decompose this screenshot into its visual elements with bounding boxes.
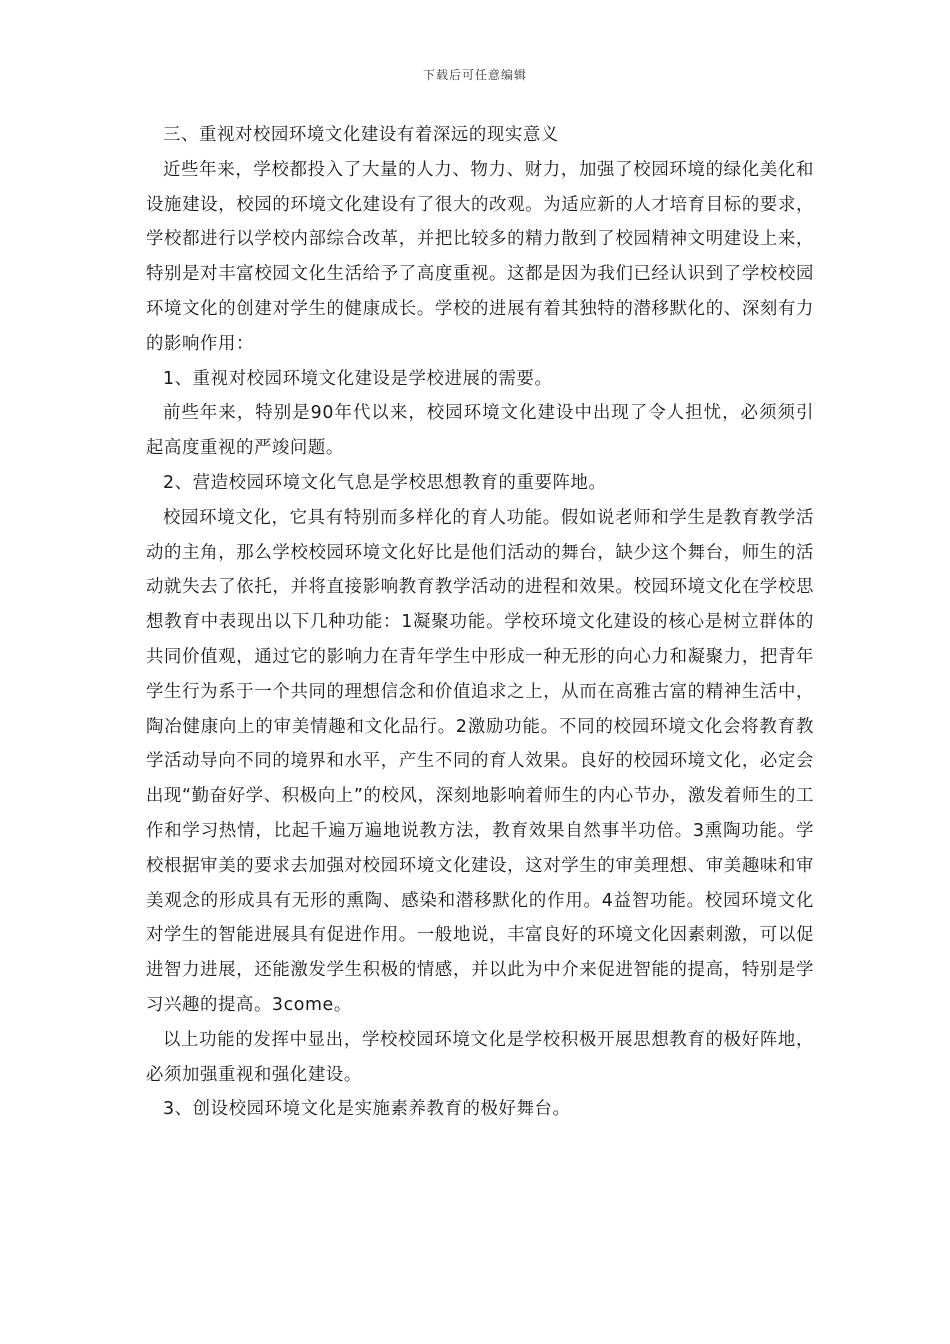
page-header: 下载后可任意编辑 bbox=[422, 68, 527, 82]
paragraph: 前些年来，特别是90年代以来，校园环境文化建设中出现了令人担忧，必须须引起高度重视的严竣问题。 bbox=[146, 403, 814, 459]
subsection-heading: 1、重视对校园环境文化建设是学校进展的需要。 bbox=[163, 368, 553, 389]
paragraph: 校园环境文化，它具有特别而多样化的育人功能。假如说老师和学生是教育教学活动的主角，那么学校校园环境文化好比是他们活动的舞台，缺少这个舞台，师生的活动就失去了依托，并将直接影响教育教学活动的进程和效果。校园环境文化在学校思想教育中表现出以下几种功能：1凝聚功能。学校环境文化建设的核心是树立群体的共同价值观，通过它的影响力在青年学生中形成一种无形的向心力和凝聚力，把青年学生行为系于一个共同的理想信念和价值追求之上，从而在高雅古富的精神生活中，陶冶健康向上的审美情趣和文化品行。2激励功能。不同的校园环境文化会将教育教学活动导向不同的境界和水平，产生不同的育人效果。良好的校园环境文化，必定会出现“勤奋好学、积极向上”的校风，深刻地影响着师生的内心节办，激发着师生的工作和学习热情，比起千遍万遍地说教方法，教育效果自然事半功倍。3熏陶功能。学校根据审美的要求去加强对校园环境文化建设，这对学生的审美理想、审美趣味和审美观念的形成具有无形的熏陶、感染和潜移默化的作用。4益智功能。校园环境文化对学生的智能进展具有促进作用。一般地说，丰富良好的环境文化因素刺激，可以促进智力进展，还能激发学生积极的情感，并以此为中介来促进智能的提高，特别是学习兴趣的提高。3come。 bbox=[146, 507, 814, 1015]
subsection-heading: 3、创设校园环境文化是实施素养教育的极好舞台。 bbox=[163, 1099, 571, 1120]
subsection-heading: 2、营造校园环境文化气息是学校思想教育的重要阵地。 bbox=[163, 472, 607, 493]
section-heading: 三、重视对校园环境文化建设有着深远的现实意义 bbox=[163, 125, 559, 145]
document-body bbox=[146, 118, 814, 1127]
paragraph: 以上功能的发挥中显出，学校校园环境文化是学校积极开展思想教育的极好阵地，必须加强重视和强化建设。 bbox=[146, 1029, 814, 1085]
paragraph: 近些年来，学校都投入了大量的人力、物力、财力，加强了校园环境的绿化美化和设施建设，校园的环境文化建设有了很大的改观。为适应新的人才培育目标的要求，学校都进行以学校内部综合改革，并把比较多的精力散到了校园精神文明建设上来，特别是对丰富校园文化生活给予了高度重视。这都是因为我们已经认识到了学校校园环境文化的创建对学生的健康成长。学校的进展有着其独特的潜移默化的、深刻有力的影响作用： bbox=[146, 159, 814, 354]
